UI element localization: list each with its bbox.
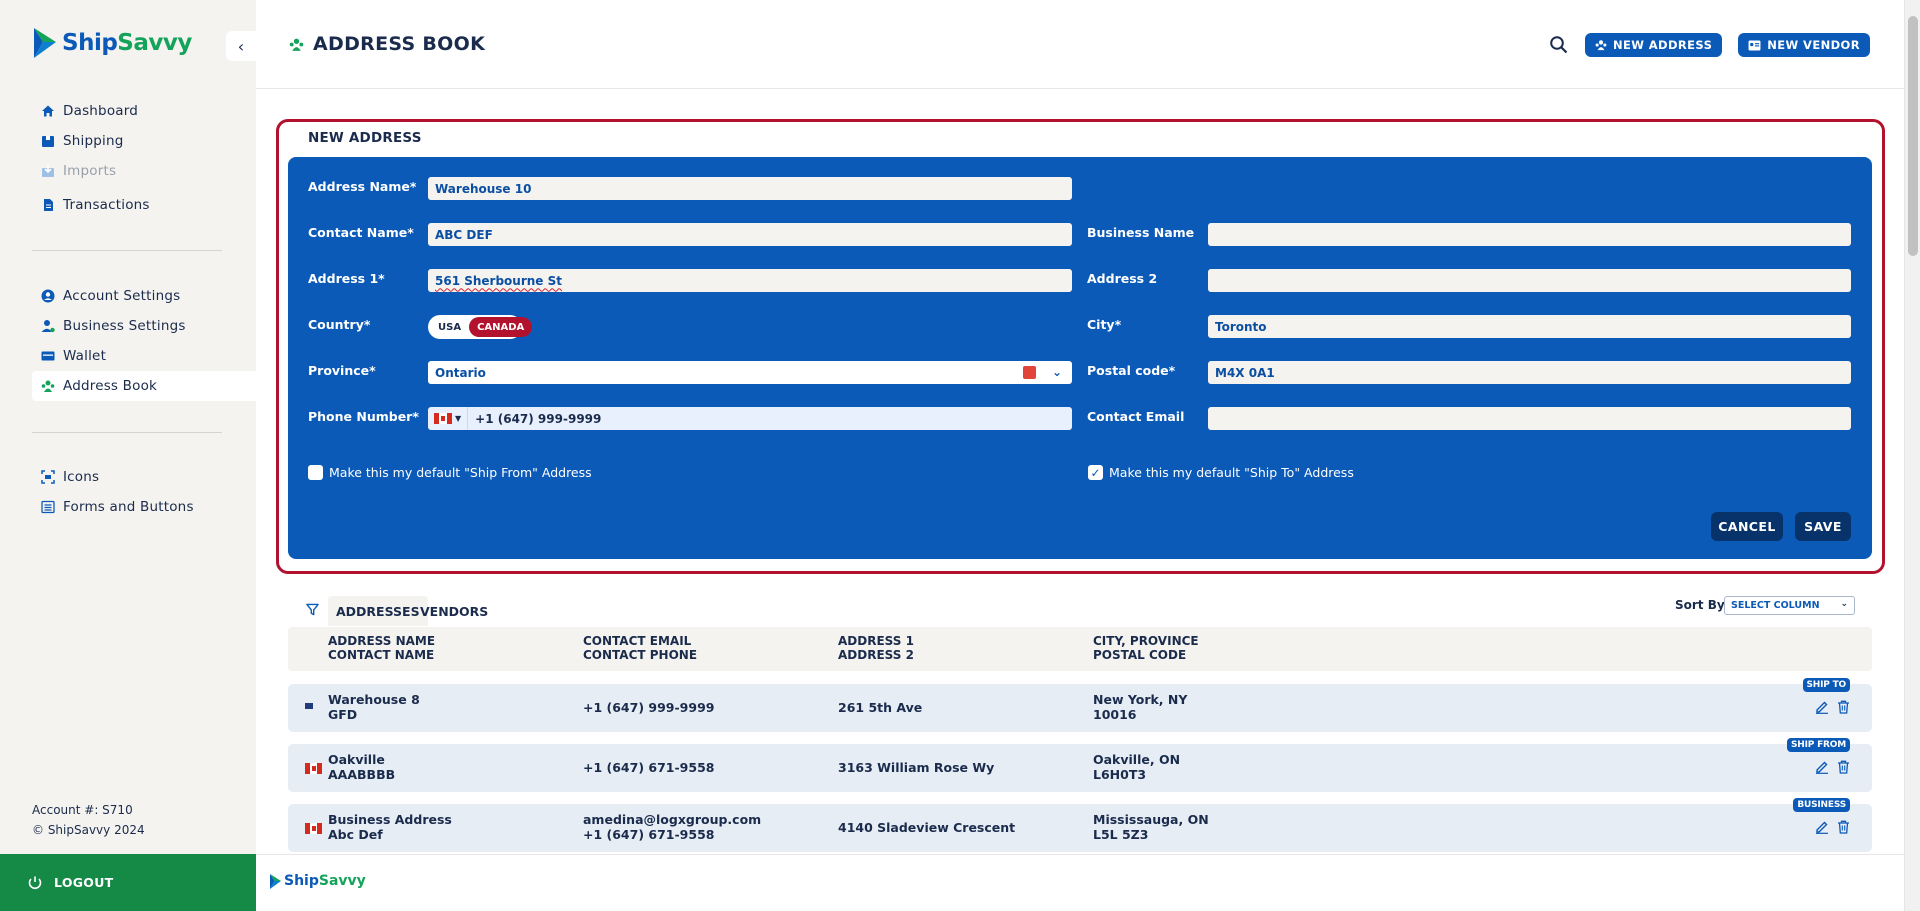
- phone-label: Phone Number*: [308, 409, 419, 424]
- sidebar-item-label: Shipping: [63, 133, 124, 149]
- column-header-address[interactable]: [838, 634, 914, 662]
- brand-name-part2: Savvy: [117, 30, 192, 56]
- row-name-cell: [328, 813, 452, 842]
- page-title-text: ADDRESS BOOK: [313, 33, 486, 55]
- footer-bar: [256, 854, 1904, 911]
- sidebar-item-forms-and-buttons[interactable]: [32, 492, 256, 522]
- country-toggle[interactable]: [428, 315, 525, 339]
- trash-icon[interactable]: [1837, 820, 1850, 834]
- contact-email-input[interactable]: [1208, 407, 1851, 430]
- postal-code: 10016: [1093, 706, 1137, 722]
- sidebar-item-address-book[interactable]: [32, 371, 256, 401]
- column-header-name[interactable]: [328, 634, 435, 662]
- contact-email: amedina@logxgroup.com: [583, 812, 762, 827]
- sort-label: Sort By: [1675, 598, 1725, 612]
- address1-input[interactable]: 561 Sherbourne St: [428, 269, 1072, 292]
- contact-name: Abc Def: [328, 826, 383, 842]
- wallet-icon: [41, 349, 55, 363]
- business-name-label: Business Name: [1087, 225, 1195, 240]
- header-line: ADDRESS 1: [838, 634, 914, 648]
- default-ship-to-checkbox[interactable]: [1088, 465, 1354, 480]
- edit-icon[interactable]: [1815, 820, 1829, 834]
- status-badge: SHIP TO: [1803, 678, 1850, 692]
- caret-down-icon: ▼: [455, 414, 462, 423]
- page-title: [288, 33, 485, 55]
- sidebar-item-icons[interactable]: [32, 462, 256, 492]
- country-option-usa[interactable]: USA: [438, 321, 462, 333]
- canada-flag-icon: [305, 823, 322, 834]
- logo-mark-icon: [270, 874, 281, 889]
- address-book-icon: [288, 37, 305, 52]
- list-icon: [41, 500, 55, 514]
- address-name: Business Address: [328, 812, 452, 827]
- table-row[interactable]: [288, 680, 1872, 732]
- address2-label: Address 2: [1087, 271, 1158, 286]
- sidebar-item-account-settings[interactable]: [32, 281, 256, 311]
- country-label: Country*: [308, 317, 371, 332]
- contact-name: GFD: [328, 706, 358, 722]
- autofill-icon: [1023, 366, 1036, 379]
- sidebar-item-label: Address Book: [63, 378, 158, 394]
- account-number: Account #: S710: [32, 803, 133, 817]
- country-option-canada[interactable]: CANADA: [469, 317, 532, 337]
- checkbox-unchecked[interactable]: [308, 465, 323, 480]
- contact-name-label: Contact Name*: [308, 225, 414, 240]
- province-label: Province*: [308, 363, 376, 378]
- edit-icon[interactable]: [1815, 700, 1829, 714]
- contact-email-label: Contact Email: [1087, 409, 1185, 424]
- row-city-cell: [1093, 693, 1187, 722]
- sidebar-item-label: Imports: [63, 163, 117, 179]
- contact-phone: +1 (647) 999-9999: [583, 700, 715, 715]
- brand-name-part1: Ship: [62, 30, 118, 56]
- new-vendor-label: NEW VENDOR: [1767, 38, 1860, 52]
- sidebar-item-label: Dashboard: [63, 103, 139, 119]
- nav-settings: [32, 281, 256, 401]
- brand-name-part1: Ship: [284, 873, 319, 889]
- sidebar-item-shipping[interactable]: [32, 126, 256, 156]
- edit-icon[interactable]: [1815, 760, 1829, 774]
- sidebar-item-dashboard[interactable]: [32, 96, 256, 126]
- row-name-cell: [328, 753, 395, 782]
- sidebar-item-label: Business Settings: [63, 318, 186, 334]
- box-icon: [41, 134, 55, 148]
- header-line: CITY, PROVINCE: [1093, 634, 1199, 648]
- header-actions: [1549, 33, 1870, 57]
- form-heading: NEW ADDRESS: [308, 130, 422, 146]
- page-header: [256, 0, 1904, 89]
- trash-icon[interactable]: [1837, 700, 1850, 714]
- logo-mark-icon: [34, 28, 56, 58]
- address2-input[interactable]: [1208, 269, 1851, 292]
- user-cog-icon: [41, 319, 55, 333]
- chevron-left-icon: ‹: [237, 36, 245, 56]
- status-badge: BUSINESS: [1793, 798, 1850, 812]
- status-badge: SHIP FROM: [1787, 738, 1850, 752]
- page-scrollbar[interactable]: [1904, 0, 1920, 911]
- import-icon: [41, 164, 55, 178]
- id-card-icon: [1748, 40, 1761, 51]
- phone-value: +1 (647) 999-9999: [475, 411, 602, 426]
- brand-name-part2: Savvy: [318, 873, 366, 889]
- logout-icon: [28, 876, 42, 890]
- header-line: ADDRESS 2: [838, 648, 914, 662]
- city-label: City*: [1087, 317, 1122, 332]
- nav-dev: [32, 462, 256, 522]
- column-header-contact[interactable]: [583, 634, 697, 662]
- header-line: ADDRESS NAME: [328, 634, 436, 648]
- account-info: [32, 800, 145, 840]
- address-name-input[interactable]: Warehouse 10: [428, 177, 1072, 200]
- default-ship-from-checkbox[interactable]: [308, 465, 592, 480]
- sidebar: [0, 0, 256, 911]
- postal-code-label: Postal code*: [1087, 363, 1176, 378]
- country-code-picker[interactable]: [428, 407, 468, 430]
- province-value: Ontario: [435, 365, 486, 380]
- address-name: Oakville: [328, 752, 385, 767]
- row-city-cell: [1093, 753, 1180, 782]
- province-select[interactable]: [428, 361, 1072, 384]
- contact-phone: +1 (647) 671-9558: [583, 760, 715, 775]
- contact-name-input[interactable]: ABC DEF: [428, 223, 1072, 246]
- address1: 4140 Sladeview Crescent: [838, 820, 1016, 835]
- nav-main: [32, 96, 256, 220]
- document-icon: [41, 198, 55, 212]
- row-actions: [1815, 760, 1850, 774]
- sidebar-item-label: Transactions: [63, 197, 150, 213]
- home-icon: [41, 104, 55, 118]
- header-line: CONTACT NAME: [328, 648, 435, 662]
- row-contact-cell: [583, 813, 761, 842]
- canada-flag-icon: [434, 413, 452, 424]
- sidebar-item-label: Wallet: [63, 348, 107, 364]
- row-city-cell: [1093, 813, 1209, 842]
- sidebar-item-label: Icons: [63, 469, 100, 485]
- address-book-icon: [41, 379, 55, 393]
- save-button[interactable]: SAVE: [1795, 512, 1851, 541]
- scan-icon: [41, 470, 55, 484]
- phone-input[interactable]: [428, 407, 1072, 430]
- business-name-input[interactable]: [1208, 223, 1851, 246]
- row-actions: [1815, 820, 1850, 834]
- address-book-icon: [1595, 39, 1607, 51]
- column-header-city[interactable]: [1093, 634, 1199, 662]
- new-address-form: [288, 157, 1872, 559]
- sort-value: SELECT COLUMN: [1731, 600, 1820, 611]
- address1-label: Address 1*: [308, 271, 385, 286]
- sidebar-item-wallet[interactable]: [32, 341, 256, 371]
- footer-logo[interactable]: [270, 873, 366, 889]
- chevron-down-icon: ⌄: [1051, 365, 1062, 379]
- row-name-cell: [328, 693, 420, 722]
- city-input[interactable]: Toronto: [1208, 315, 1851, 338]
- sidebar-item-transactions[interactable]: [32, 190, 256, 220]
- new-address-button[interactable]: [1585, 33, 1722, 57]
- tab-vendors[interactable]: VENDORS: [420, 603, 489, 619]
- sidebar-divider: [32, 432, 222, 433]
- search-icon[interactable]: [1549, 35, 1569, 55]
- brand-logo[interactable]: [34, 28, 192, 58]
- postal-code-input[interactable]: M4X 0A1: [1208, 361, 1851, 384]
- city-province: Oakville, ON: [1093, 752, 1181, 767]
- city-province: New York, NY: [1093, 692, 1188, 707]
- new-address-label: NEW ADDRESS: [1612, 38, 1713, 52]
- sidebar-item-business-settings[interactable]: [32, 311, 256, 341]
- contact-name: AAABBBB: [328, 766, 396, 782]
- sidebar-divider: [32, 250, 222, 251]
- address-name-label: Address Name*: [308, 179, 417, 194]
- tab-addresses[interactable]: ADDRESSES: [328, 596, 428, 626]
- table-row[interactable]: [288, 740, 1872, 792]
- address-name: Warehouse 8: [328, 692, 420, 707]
- header-line: POSTAL CODE: [1093, 648, 1187, 662]
- default-ship-from-label: Make this my default "Ship From" Address: [329, 465, 592, 480]
- chevron-down-icon: ⌄: [1840, 599, 1848, 609]
- user-circle-icon: [41, 289, 55, 303]
- sidebar-item-label: Forms and Buttons: [63, 499, 194, 515]
- address1: 3163 William Rose Wy: [838, 760, 995, 775]
- header-line: CONTACT EMAIL: [583, 634, 692, 648]
- checkmark-icon[interactable]: ✓: [1088, 465, 1103, 480]
- city-province: Mississauga, ON: [1093, 812, 1209, 827]
- default-ship-to-label: Make this my default "Ship To" Address: [1109, 465, 1354, 480]
- address1: 261 5th Ave: [838, 700, 923, 715]
- copyright: © ShipSavvy 2024: [32, 823, 145, 837]
- scrollbar-thumb[interactable]: [1908, 16, 1918, 256]
- collapse-sidebar-button[interactable]: [226, 31, 256, 61]
- new-vendor-button[interactable]: [1738, 33, 1870, 57]
- postal-code: L6H0T3: [1093, 766, 1147, 782]
- contact-phone: +1 (647) 671-9558: [583, 826, 715, 842]
- table-row[interactable]: [288, 800, 1872, 852]
- filter-icon[interactable]: [306, 603, 319, 616]
- cancel-button[interactable]: CANCEL: [1711, 512, 1783, 541]
- postal-code: L5L 5Z3: [1093, 826, 1149, 842]
- header-line: CONTACT PHONE: [583, 648, 698, 662]
- canada-flag-icon: [305, 763, 322, 774]
- sidebar-item-label: Account Settings: [63, 288, 181, 304]
- table-header: [288, 627, 1872, 671]
- sort-select[interactable]: [1724, 596, 1855, 615]
- row-actions: [1815, 700, 1850, 714]
- sidebar-item-imports: [32, 156, 256, 186]
- logout-button[interactable]: [0, 854, 256, 911]
- logout-label: LOGOUT: [54, 875, 114, 890]
- trash-icon[interactable]: [1837, 760, 1850, 774]
